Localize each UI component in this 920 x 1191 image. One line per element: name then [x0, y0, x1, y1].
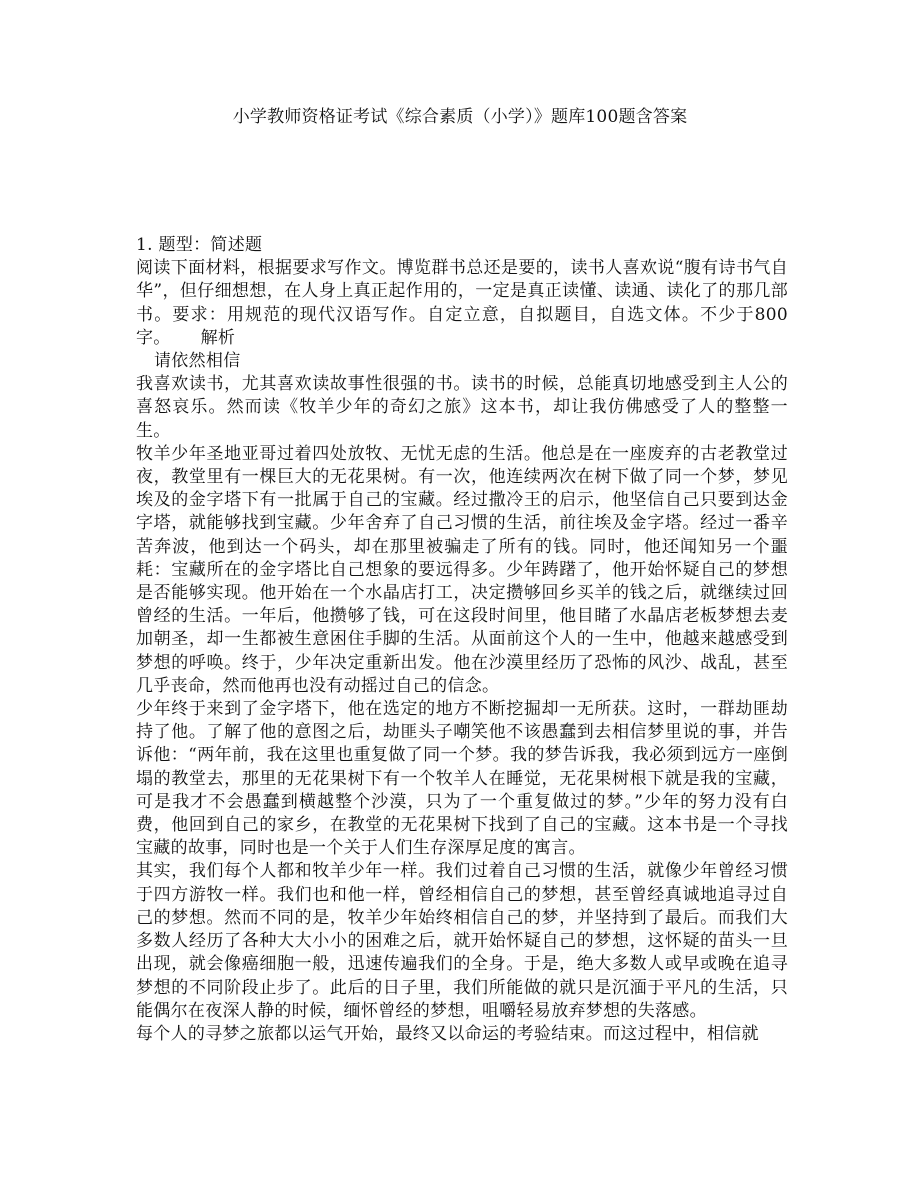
- question-number-type: 1. 题型：简述题: [136, 235, 263, 255]
- document-title: 小学教师资格证考试《综合素质（小学）》题库100题含答案: [232, 107, 688, 127]
- essay-paragraph: 我喜欢读书，尤其喜欢读故事性很强的书。读书的时候，总能真切地感受到主人公的喜怒哀乐。然而读《牧羊少年的奇幻之旅》这本书，却让我仿佛感受了人的整整一生。: [136, 374, 788, 441]
- question-prompt-text: 阅读下面材料，根据要求写作文。博览群书总还是要的，读书人喜欢说“腹有诗书气自华”，但仔细想想，在人身上真正起作用的，一定是真正读懂、读通、读化了的那几部书。要求：用规范的现代汉语写作。自定立意，自拟题目，自选文体。不少于800字。: [136, 258, 788, 348]
- question-prompt: [136, 257, 788, 350]
- essay-paragraph: 牧羊少年圣地亚哥过着四处放牧、无忧无虑的生活。他总是在一座废弃的古老教堂过夜，教堂里有一棵巨大的无花果树。有一次，他连续两次在树下做了同一个梦，梦见埃及的金字塔下有一批属于自己的宝藏。经过撒冷王的启示，他坚信自己只要到达金字塔，就能够找到宝藏。少年舍弃了自己习惯的生活，前往埃及金字塔。经过一番辛苦奔波，他到达一个码头，却在那里被骗走了所有的钱。同时，他还闻知另一个噩耗：宝藏所在的金字塔比自己想象的要远得多。少年踌躇了，他开始怀疑自己的梦想是否能够实现。他开始在一个水晶店打工，决定攒够回乡买羊的钱之后，就继续过回曾经的生活。一年后，他攒够了钱，可在这段时间里，他目睹了水晶店老板梦想去麦加朝圣，却一生都被生意困住手脚的生活。从面前这个人的一生中，他越来越感受到梦想的呼唤。终于，少年决定重新出发。他在沙漠里经历了恐怖的风沙、战乱，甚至几乎丧命，然而他再也没有动摇过自己的信念。: [136, 443, 788, 696]
- essay-paragraph: 每个人的寻梦之旅都以运气开始，最终又以命运的考验结束。而这过程中，相信就: [136, 1023, 759, 1044]
- essay-paragraph: 其实，我们每个人都和牧羊少年一样。我们过着自己习惯的生活，就像少年曾经习惯于四方游牧一样。我们也和他一样，曾经相信自己的梦想，甚至曾经真诚地追寻过自己的梦想。然而不同的是，牧羊少年始终相信自己的梦，并坚持到了最后。而我们大多数人经历了各种大大小小的困难之后，就开始怀疑自己的梦想，这怀疑的苗头一旦出现，就会像癌细胞一般，迅速传遍我们的全身。于是，绝大多数人或早或晚在追寻梦想的不同阶段止步了。此后的日子里，我们所能做的就只是沉湎于平凡的生活，只能偶尔在夜深人静的时候，缅怀曾经的梦想，咀嚼轻易放弃梦想的失落感。: [136, 861, 788, 1021]
- essay-title: 请依然相信: [154, 351, 241, 372]
- essay-paragraph: 少年终于来到了金字塔下，他在选定的地方不断挖掘却一无所获。这时，一群劫匪劫持了他。了解了他的意图之后，劫匪头子嘲笑他不该愚蠢到去相信梦里说的事，并告诉他：“两年前，我在这里也重复做了同一个梦。我的梦告诉我，我必须到远方一座倒塌的教堂去，那里的无花果树下有一个牧羊人在睡觉，无花果树根下就是我的宝藏，可是我才不会愚蠢到横越整个沙漠，只为了一个重复做过的梦。”少年的努力没有白费，他回到自己的家乡，在教堂的无花果树下找到了自己的宝藏。这本书是一个寻找宝藏的故事，同时也是一个关于人们生存深厚足度的寓言。: [136, 699, 788, 859]
- analysis-label: 解析: [200, 327, 236, 348]
- document-body: [136, 234, 788, 1046]
